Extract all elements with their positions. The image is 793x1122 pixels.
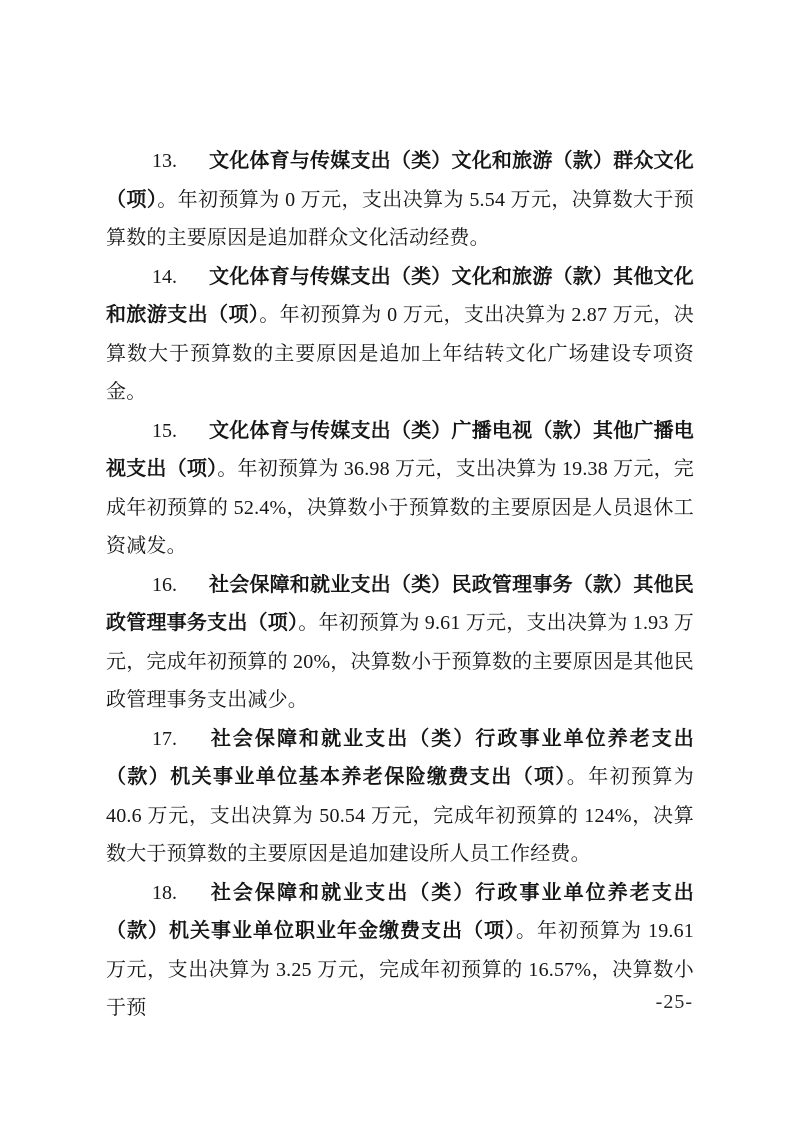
paragraph-number: 17. [152, 727, 177, 750]
paragraph-17 [106, 720, 694, 874]
paragraph-number: 13. [152, 150, 177, 172]
document-body [106, 142, 694, 1028]
paragraph-body: 。年初预算为 9.61 万元，支出决算为 1.93 万元，完成年初预算的 20%，决算数小于预算数的主要原因是其他民政管理事务支出减少。 [106, 612, 695, 711]
paragraph-number: 16. [152, 573, 177, 596]
paragraph-number: 18. [152, 881, 177, 904]
paragraph-heading: 文化体育与传媒支出（类）文化和旅游（款）群众文化（项） [106, 150, 694, 211]
paragraph-heading: 文化体育与传媒支出（类）广播电视（款）其他广播电视支出（项） [106, 419, 694, 480]
paragraph-body: 。年初预算为 40.6 万元，支出决算为 50.54 万元，完成年初预算的 124%，决算数大于预算数的主要原因是追加建设所人员工作经费。 [106, 766, 694, 865]
paragraph-13 [106, 142, 694, 258]
paragraph-14 [106, 258, 694, 412]
paragraph-body: 。年初预算为 0 万元，支出决算为 2.87 万元，决算数大于预算数的主要原因是追加上年结转文化广场建设专项资金。 [106, 304, 694, 403]
paragraph-15 [106, 412, 694, 566]
paragraph-body: 。年初预算为 36.98 万元，支出决算为 19.38 万元，完成年初预算的 52.4%，决算数小于预算数的主要原因是人员退休工资减发。 [106, 458, 695, 557]
paragraph-body: 。年初预算为 19.61 万元，支出决算为 3.25 万元，完成年初预算的 16.57%，决算数小于预 [106, 920, 694, 1019]
paragraph-16 [106, 566, 694, 720]
paragraph-number: 15. [152, 419, 177, 442]
page-number: -25- [655, 991, 693, 1013]
paragraph-heading: 社会保障和就业支出（类）民政管理事务（款）其他民政管理事务支出（项） [106, 573, 694, 634]
paragraph-heading: 文化体育与传媒支出（类）文化和旅游（款）其他文化和旅游支出（项） [106, 265, 694, 326]
paragraph-heading: 社会保障和就业支出（类）行政事业单位养老支出（款）机关事业单位基本养老保险缴费支出（项） [106, 727, 694, 788]
paragraph-heading: 社会保障和就业支出（类）行政事业单位养老支出（款）机关事业单位职业年金缴费支出（项） [106, 881, 694, 942]
paragraph-body: 。年初预算为 0 万元，支出决算为 5.54 万元，决算数大于预算数的主要原因是追加群众文化活动经费。 [106, 188, 694, 249]
paragraph-number: 14. [152, 265, 177, 288]
